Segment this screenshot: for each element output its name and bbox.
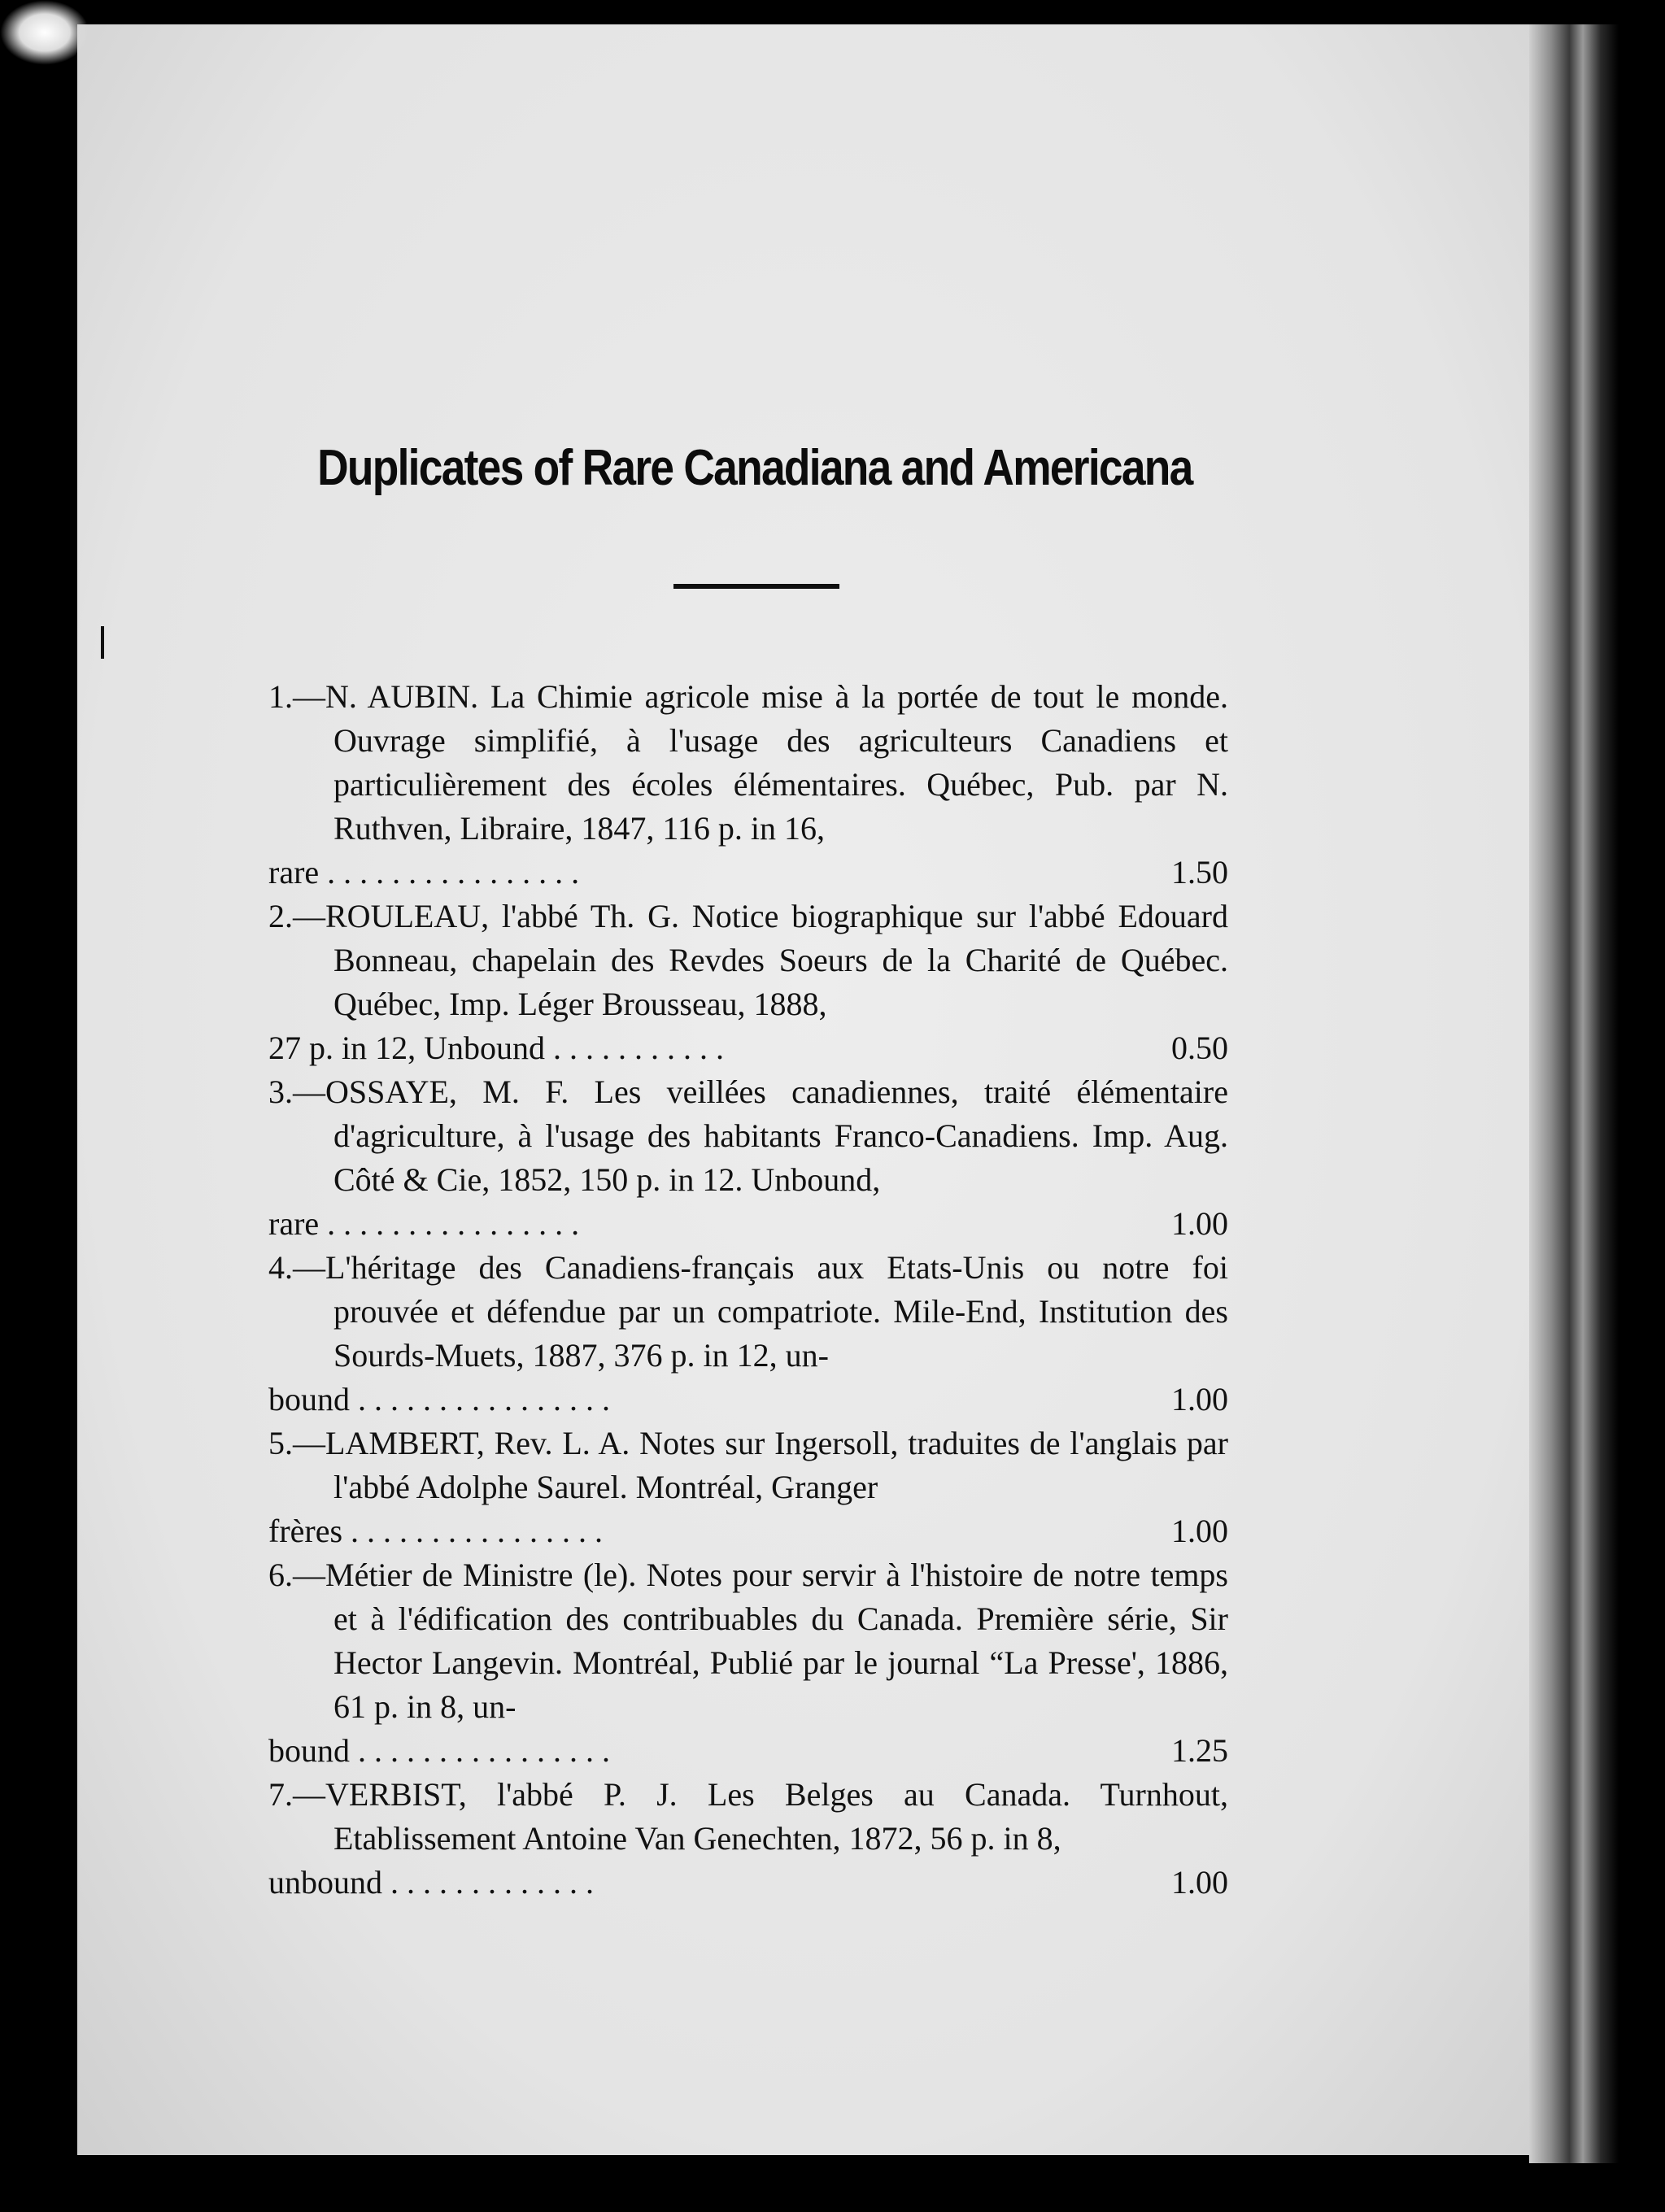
- page-title: Duplicates of Rare Canadiana and Americana: [317, 440, 1192, 496]
- entry-text: —Métier de Ministre (le). Notes pour servir à l'histoire de notre temps et à l'édification des contribuables du Canada. Première série, Sir Hector Langevin. Montréal, Publié par le journal “La Presse', 1886, 61 p. in 8, un-: [293, 1557, 1228, 1725]
- entry-tail: bound: [268, 1732, 350, 1769]
- entry-number: 5.: [268, 1425, 293, 1461]
- entry-price: 1.50: [1171, 854, 1228, 890]
- entry-text: —VERBIST, l'abbé P. J. Les Belges au Canada. Turnhout, Etablissement Antoine Van Genechten, 1872, 56 p. in 8,: [293, 1776, 1228, 1857]
- entry-number: 2.: [268, 898, 293, 934]
- entry-leader: frères . . . . . . . . . . . . . . . .: [268, 1513, 604, 1549]
- entry-text: —N. AUBIN. La Chimie agricole mise à la portée de tout le monde. Ouvrage simplifié, à l'usage des agriculteurs Canadiens et particulièrement des écoles élémentaires. Québec, Pub. par N. Ruthven, Libraire, 1847, 116 p. in 16,: [293, 678, 1228, 847]
- entry-tail: unbound: [268, 1864, 382, 1901]
- catalogue-list: [268, 675, 1228, 1905]
- catalogue-entry: [268, 1422, 1228, 1553]
- entry-leader: bound . . . . . . . . . . . . . . . .: [268, 1381, 610, 1417]
- entry-number: 3.: [268, 1073, 293, 1110]
- page-edge-shadow: [1529, 24, 1619, 2163]
- entry-price: 1.00: [1171, 1864, 1228, 1901]
- catalogue-entry: [268, 895, 1228, 1070]
- entry-tail: rare: [268, 1205, 320, 1242]
- entry-price: 1.25: [1171, 1732, 1228, 1769]
- margin-mark: [101, 626, 104, 659]
- title-rule: [673, 584, 839, 589]
- entry-tail: 27 p. in 12, Unbound: [268, 1030, 545, 1066]
- entry-price: 1.00: [1171, 1381, 1228, 1417]
- catalogue-entry: [268, 675, 1228, 895]
- entry-tail: bound: [268, 1381, 350, 1417]
- entry-text: —ROULEAU, l'abbé Th. G. Notice biographique sur l'abbé Edouard Bonneau, chapelain des Revdes Soeurs de la Charité de Québec. Québec, Imp. Léger Brousseau, 1888,: [293, 898, 1228, 1022]
- entry-number: 6.: [268, 1557, 293, 1593]
- catalogue-entry: [268, 1553, 1228, 1773]
- entry-leader: rare . . . . . . . . . . . . . . . .: [268, 854, 580, 890]
- catalogue-entry: [268, 1070, 1228, 1246]
- scan-speck: [0, 0, 89, 65]
- entry-number: 7.: [268, 1776, 293, 1813]
- catalogue-entry: [268, 1773, 1228, 1905]
- entry-number: 4.: [268, 1249, 293, 1286]
- entry-price: 1.00: [1171, 1205, 1228, 1242]
- entry-leader: 27 p. in 12, Unbound . . . . . . . . . . .: [268, 1030, 724, 1066]
- catalogue-entry: [268, 1246, 1228, 1422]
- entry-number: 1.: [268, 678, 293, 715]
- entry-price: 1.00: [1171, 1513, 1228, 1549]
- entry-tail: frères: [268, 1513, 343, 1549]
- entry-text: —L'héritage des Canadiens-français aux Etats-Unis ou notre foi prouvée et défendue par un compatriote. Mile-End, Institution des Sourds-Muets, 1887, 376 p. in 12, un-: [293, 1249, 1228, 1374]
- entry-leader: unbound . . . . . . . . . . . . .: [268, 1864, 594, 1901]
- entry-leader: rare . . . . . . . . . . . . . . . .: [268, 1205, 580, 1242]
- entry-leader: bound . . . . . . . . . . . . . . . .: [268, 1732, 610, 1769]
- entry-price: 0.50: [1171, 1030, 1228, 1066]
- entry-tail: rare: [268, 854, 320, 890]
- entry-text: —OSSAYE, M. F. Les veillées canadiennes, traité élémentaire d'agriculture, à l'usage des habitants Franco-Canadiens. Imp. Aug. Côté & Cie, 1852, 150 p. in 12. Unbound,: [293, 1073, 1228, 1198]
- entry-text: —LAMBERT, Rev. L. A. Notes sur Ingersoll, traduites de l'anglais par l'abbé Adolphe Saurel. Montréal, Granger: [293, 1425, 1228, 1505]
